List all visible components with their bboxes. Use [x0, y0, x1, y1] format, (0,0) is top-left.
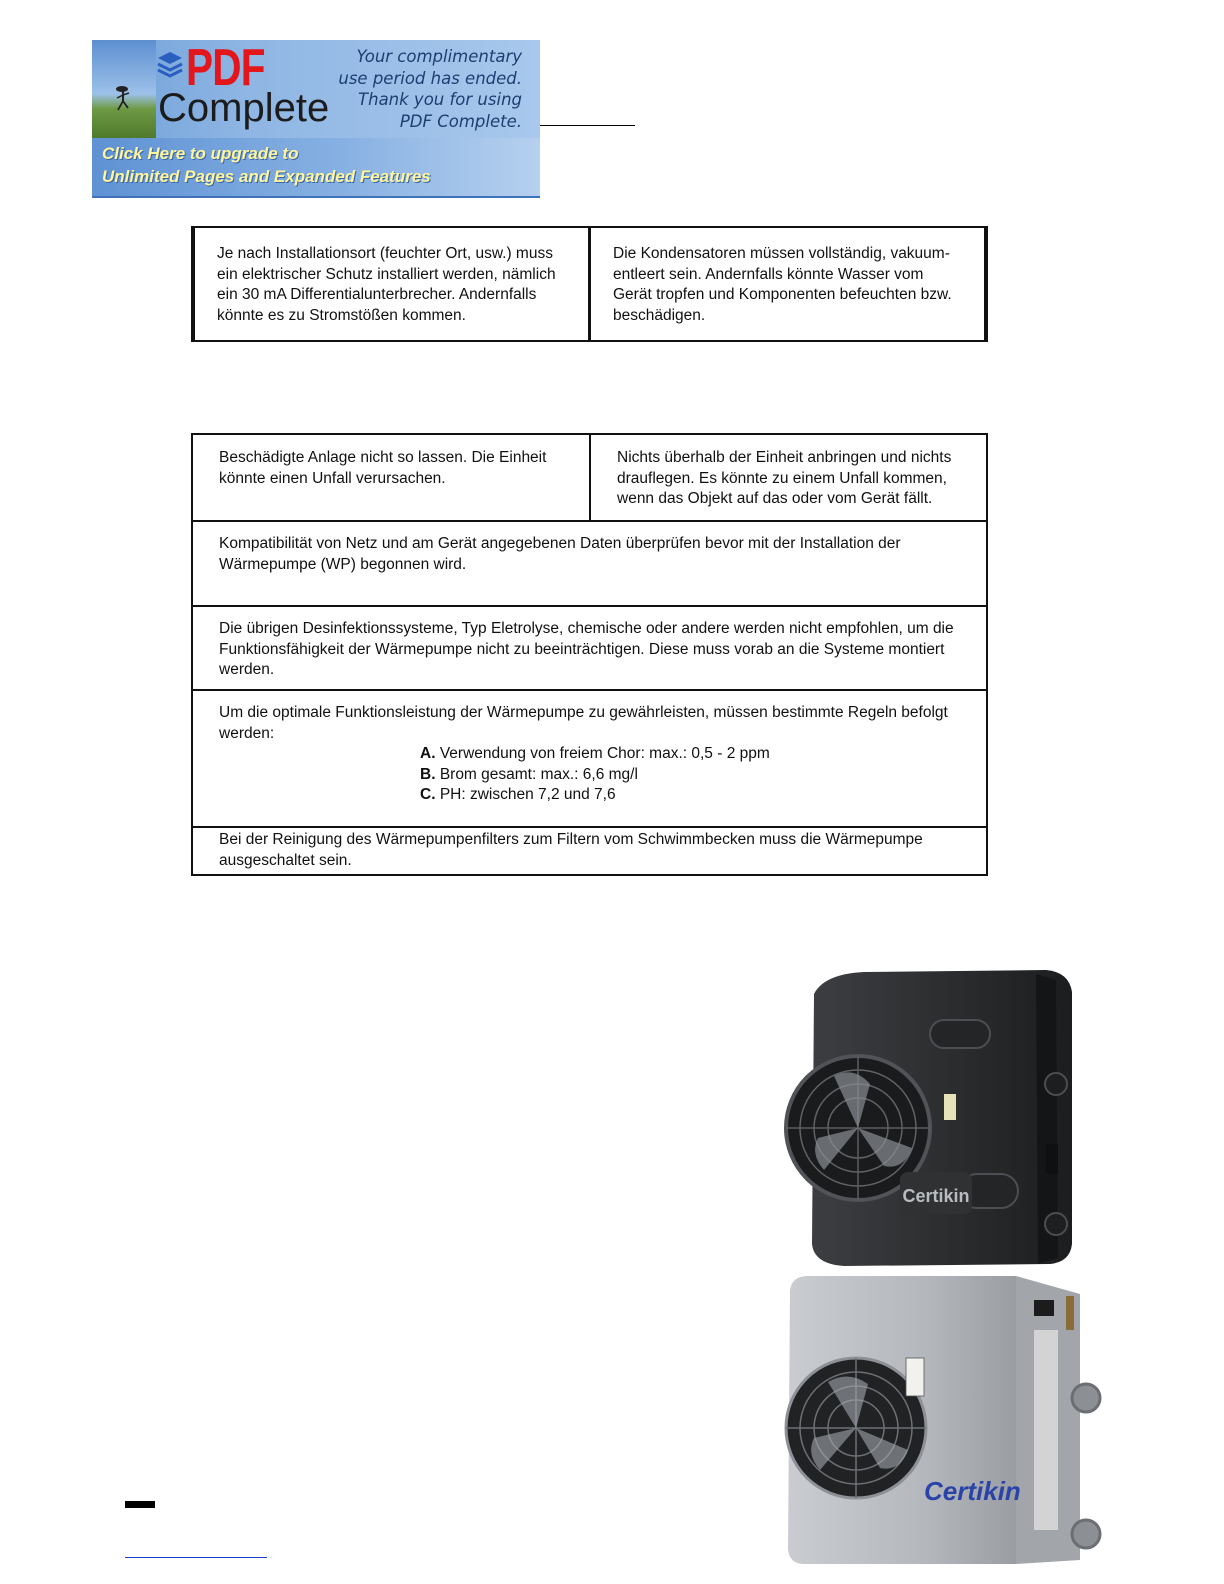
brand-complete: Complete [158, 86, 330, 130]
upgrade-line[interactable]: Unlimited Pages and Expanded Features [102, 167, 431, 186]
rules-list [420, 744, 968, 806]
message-line: PDF Complete. [399, 111, 522, 131]
warning-cell-damaged-unit: Beschädigte Anlage nicht so lassen. Die Einheit könnte einen Unfall verursachen. [193, 435, 591, 520]
warning-cell-compatibility: Kompatibilität von Netz und am Gerät angegebenen Daten überprüfen bevor mit der Installation der Wärmepumpe (WP) begonnen wird. [193, 522, 986, 607]
message-line: Thank you for using [358, 90, 522, 109]
list-item [420, 744, 968, 765]
upgrade-link[interactable] [102, 142, 431, 188]
rule-label: B. [420, 765, 436, 783]
pdf-complete-banner[interactable] [92, 40, 540, 198]
jumping-person-icon [116, 86, 130, 112]
heat-pump-silver-image [784, 1274, 1104, 1566]
rule-text: Brom gesamt: max.: 6,6 mg/l [439, 765, 638, 783]
footer-link-underline[interactable] [125, 1557, 267, 1558]
message-line: use period has ended. [338, 68, 522, 88]
rule-text: Verwendung von freiem Chor: max.: 0,5 - 2 ppm [439, 745, 770, 762]
upgrade-line[interactable]: Click Here to upgrade to [102, 144, 299, 163]
warning-cell-disinfection: Die übrigen Desinfektionssysteme, Typ Eletrolyse, chemische oder andere werden nicht empfohlen, um die Funktionsfähigkeit der Wärmepumpe nicht zu beeinträchtigen. Diese muss vorab an die Systeme montiert werden. [193, 607, 986, 691]
warning-cell-filter-cleaning: Bei der Reinigung des Wärmepumpenfilters zum Filtern vom Schwimmbecken muss die Wärmepumpe ausgeschaltet sein. [219, 831, 923, 869]
table-row [193, 435, 986, 522]
list-item [420, 785, 968, 806]
header-rule [540, 125, 635, 126]
warning-table-top [191, 226, 988, 342]
warning-cell-condenser: Die Kondensatoren müssen vollständig, vakuum-entleert sein. Andernfalls könnte Wasser vom Gerät tropfen und Komponenten befeuchten bzw. beschädigen. [613, 245, 952, 324]
rule-label: C. [420, 786, 436, 803]
message-line: Your complimentary [356, 47, 522, 66]
list-item [420, 765, 968, 786]
warning-cell-nothing-on-top: Nichts überhalb der Einheit anbringen und nichts drauflegen. Es könnte zu einem Unfall kommen, wenn das Objekt auf das oder vom Gerät fällt. [617, 449, 952, 507]
rule-text: PH: zwischen 7,2 und 7,6 [439, 786, 616, 803]
layers-icon [156, 50, 184, 84]
warning-cell-water-rules [193, 691, 986, 828]
warning-table-bottom [191, 433, 988, 876]
footer-mark [125, 1501, 155, 1508]
dark-unit-brand: Certikin [902, 1186, 970, 1206]
heat-pump-dark-image [784, 966, 1076, 1272]
rule-label: A. [420, 745, 436, 762]
banner-photo [92, 40, 156, 138]
trial-ended-message [322, 46, 522, 132]
brand-pdf: PDF [186, 39, 265, 97]
rules-intro: Um die optimale Funktionsleistung der Wärmepumpe zu gewährleisten, müssen bestimmte Regeln befolgt werden: [219, 704, 948, 742]
silver-unit-brand: Certikin [924, 1476, 1021, 1506]
warning-cell-electrical: Je nach Installationsort (feuchter Ort, usw.) muss ein elektrischer Schutz installiert werden, nämlich ein 30 mA Differentialunterbrecher. Andernfalls könnte es zu Stromstößen kommen. [195, 228, 591, 340]
